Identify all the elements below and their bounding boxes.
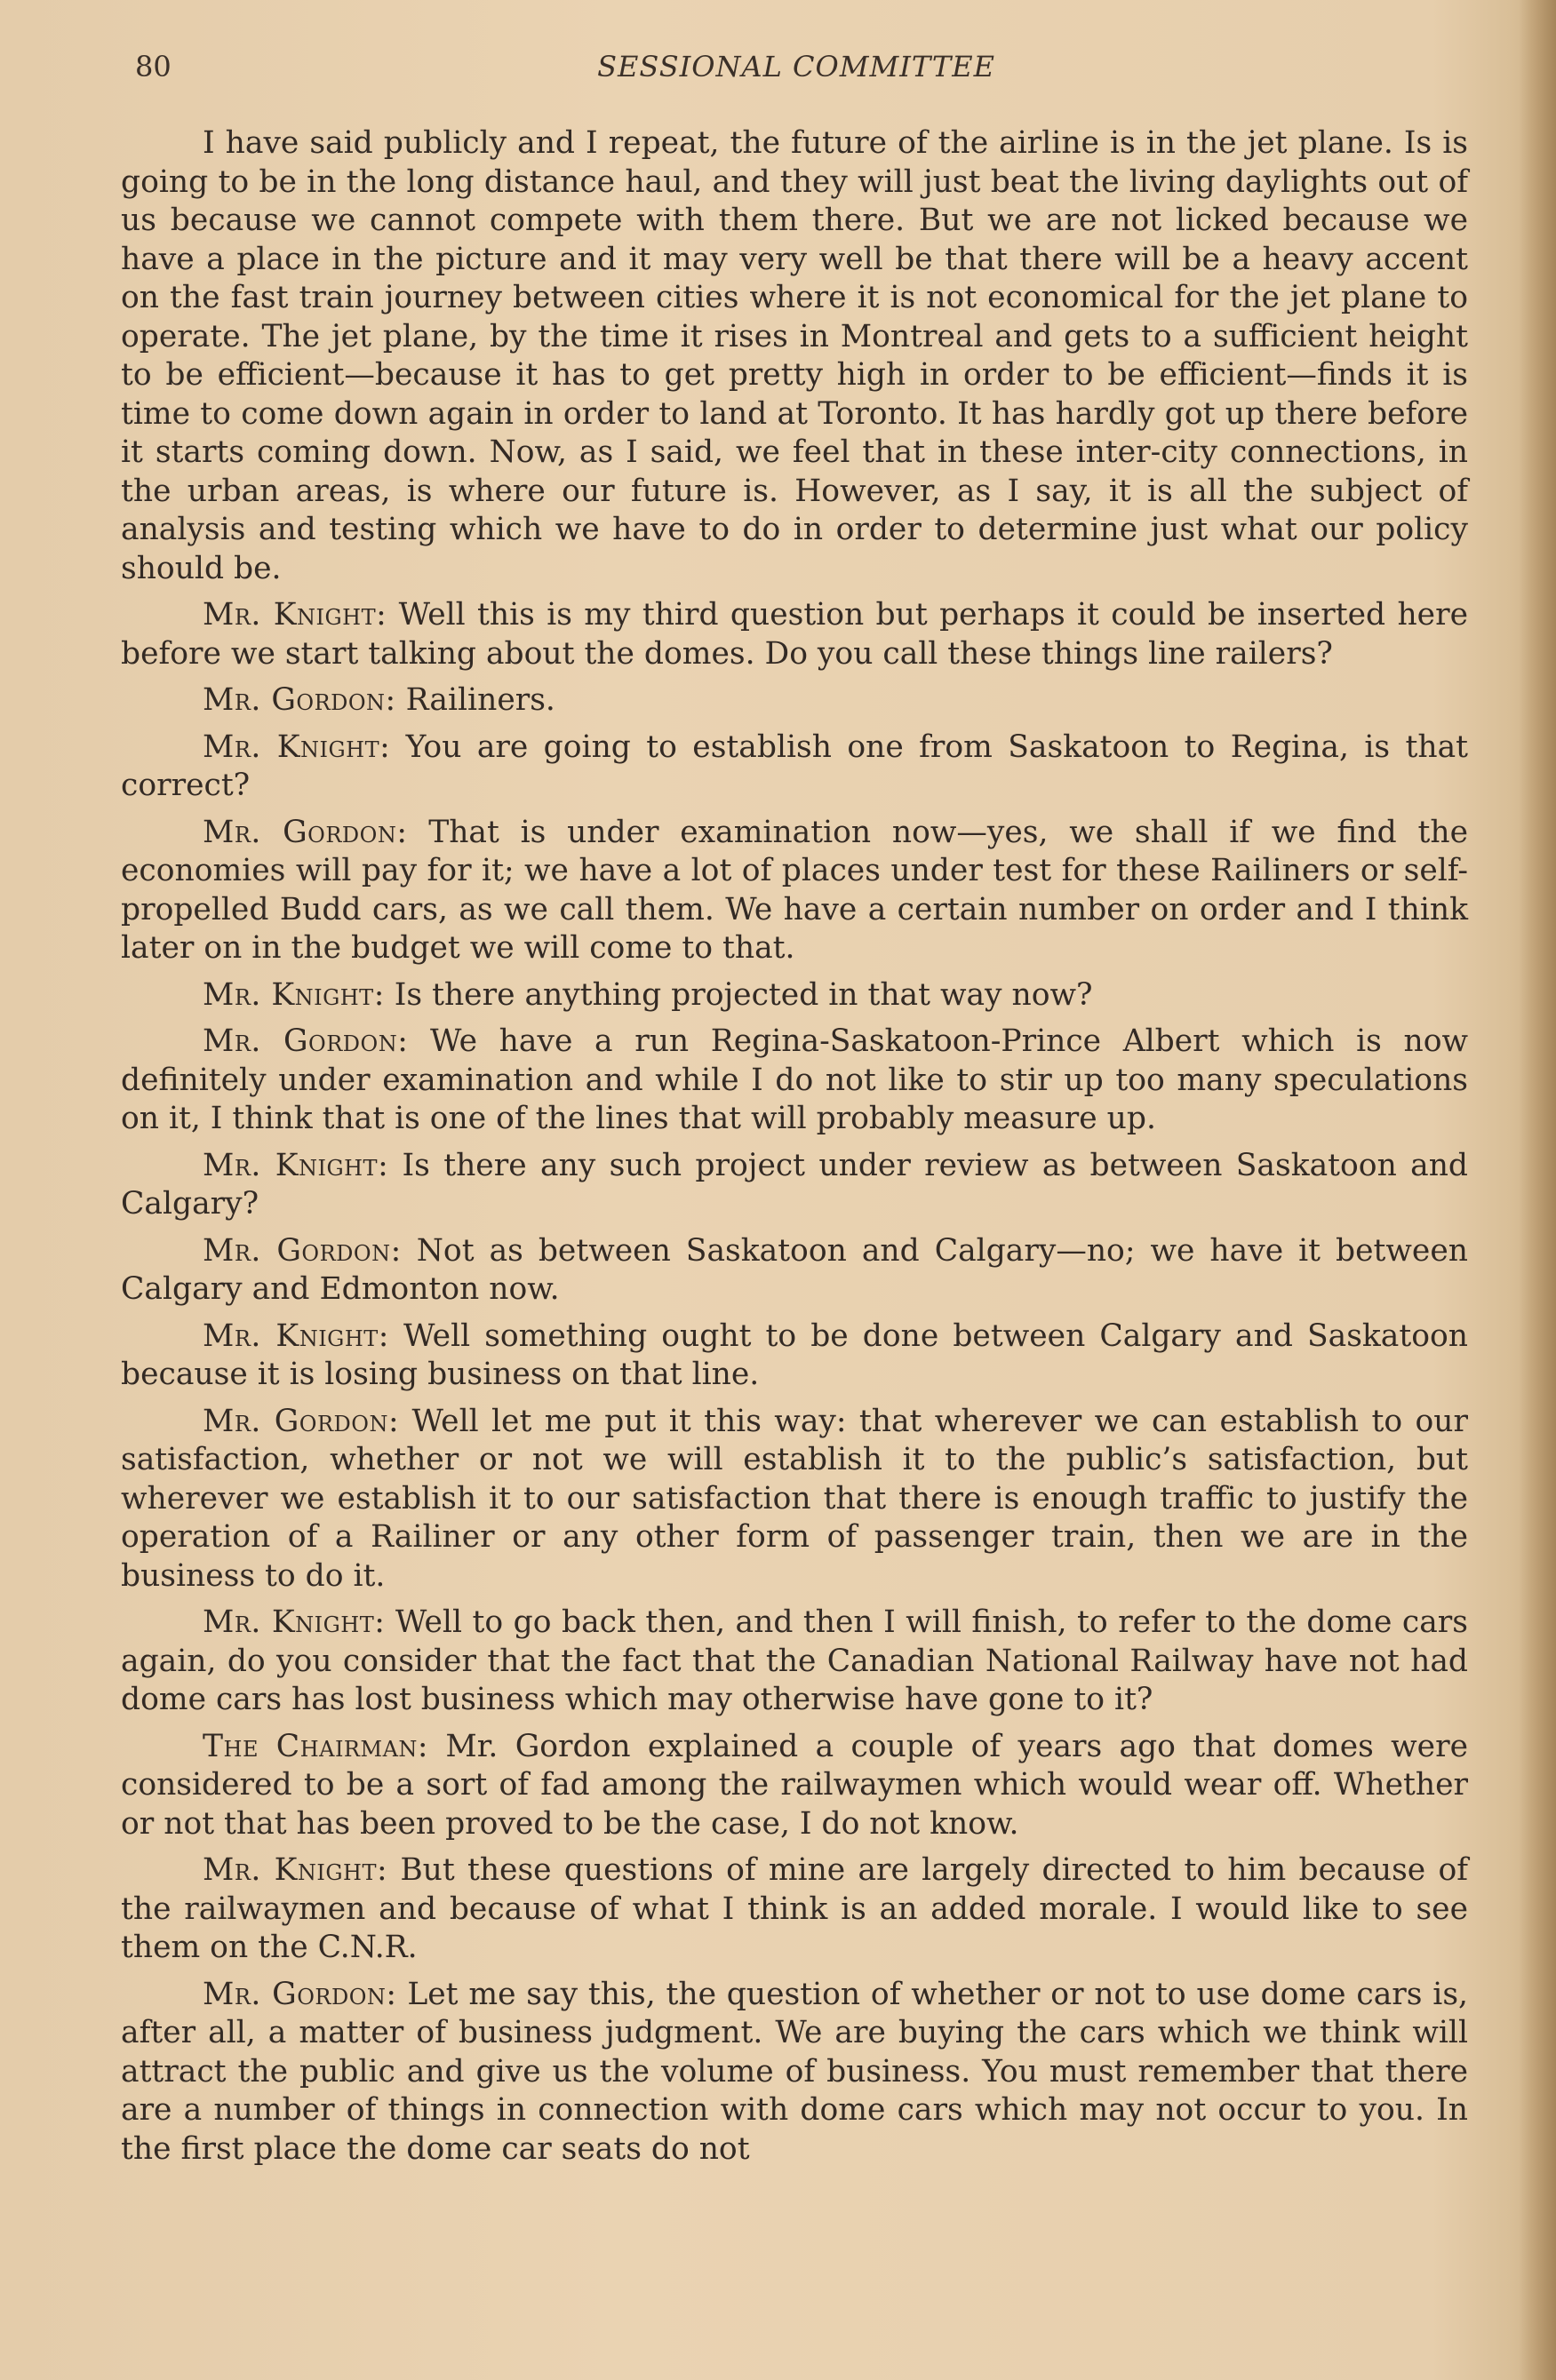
speaker-label: Mr. Knight: — [203, 1852, 388, 1888]
paragraph-text: Let me say this, the question of whether or not to use dome cars is, after all, a matter of business judgment. We are buying the cars which we think will attract the public and give us the volume of business. You must remember that there are a number of things in connection with dome cars which may not occur to you. In the first place the dome car seats do not — [121, 1976, 1469, 2167]
paragraph — [121, 814, 1468, 968]
paragraph-text: Railiners. — [405, 682, 555, 718]
paragraph — [121, 1604, 1468, 1720]
paragraph — [121, 1023, 1468, 1139]
body-text — [121, 124, 1468, 2177]
paragraph-text: Well this is my third question but perhaps it could be inserted here before we start talking about the domes. Do you call these things line railers? — [121, 597, 1468, 672]
speaker-label: Mr. Gordon: — [203, 1023, 409, 1059]
paragraph — [121, 596, 1468, 673]
paragraph-text: Well to go back then, and then I will finish, to refer to the dome cars again, do you consider that the fact that the Canadian National Railway have not had dome cars has lost business which may otherwise have gone to it? — [121, 1604, 1468, 1717]
paragraph — [121, 124, 1468, 588]
running-title: SESSIONAL COMMITTEE — [597, 50, 995, 84]
paragraph — [121, 1851, 1468, 1968]
speaker-label: Mr. Gordon: — [203, 1403, 400, 1439]
paragraph — [121, 1728, 1468, 1844]
speaker-label: Mr. Gordon: — [203, 1976, 397, 2012]
paragraph — [121, 1317, 1468, 1395]
speaker-label: Mr. Gordon: — [203, 814, 408, 850]
paragraph-text: Not as between Saskatoon and Calgary—no; we have it between Calgary and Edmonton now. — [121, 1232, 1468, 1307]
paragraph — [121, 1403, 1468, 1596]
paragraph-text: But these questions of mine are largely directed to him because of the railwaymen and because of what I think is an added morale. I would like to see them on the C.N.R. — [121, 1852, 1468, 1965]
paragraph — [121, 1147, 1468, 1224]
paragraph-text: Well something ought to be done between Calgary and Saskatoon because it is losing business on that line. — [121, 1317, 1468, 1392]
speaker-label: Mr. Knight: — [203, 1147, 389, 1183]
speaker-label: Mr. Gordon: — [203, 682, 396, 718]
paragraph — [121, 681, 1468, 720]
speaker-label: Mr. Knight: — [203, 597, 387, 633]
paragraph — [121, 976, 1468, 1015]
page-header — [121, 46, 1472, 91]
speaker-label: Mr. Knight: — [203, 976, 385, 1013]
paragraph-text: Well let me put it this way: that wherever we can establish to our satisfaction, whether or not we will establish it to the public’s satisfaction, but wherever we establish it to our satisfaction that there is enough traffic to justify the operation of a Railiner or any other form of passenger train, then we are in the business to do it. — [121, 1403, 1468, 1594]
speaker-label: Mr. Knight: — [203, 728, 391, 765]
paragraph — [121, 1232, 1468, 1309]
speaker-label: Mr. Gordon: — [203, 1232, 402, 1269]
speaker-label: The Chairman: — [203, 1728, 429, 1764]
speaker-label: Mr. Knight: — [203, 1604, 386, 1640]
page-number: 80 — [135, 50, 172, 84]
speaker-label: Mr. Knight: — [203, 1317, 389, 1354]
page-edge-shadow — [1519, 0, 1556, 2380]
paragraph-text: We have a run Regina-Saskatoon-Prince Albert which is now definitely under examination and while I do not like to stir up too many speculations on it, I think that is one of the lines that will probably measure up. — [121, 1023, 1468, 1136]
paragraph — [121, 1976, 1468, 2169]
paragraph-text: I have said publicly and I repeat, the future of the airline is in the jet plane. Is is going to be in the long distance haul, and they will just beat the living daylights out of us because we cannot compete with them there. But we are not licked because we have a place in the picture and it may very well be that there will be a heavy accent on the fast train journey between cities where it is not economical for the jet plane to operate. The jet plane, by the time it rises in Montreal and gets to a sufficient height to be efficient—because it has to get pretty high in order to be efficient—finds it is time to come down again in order to land at Toronto. It has hardly got up there before it starts coming down. Now, as I said, we feel that in these inter-city connections, in the urban areas, is where our future is. However, as I say, it is all the subject of analysis and testing which we have to do in order to determine just what our policy should be. — [121, 125, 1468, 586]
paragraph — [121, 728, 1468, 806]
paragraph-text: Mr. Gordon explained a couple of years ago that domes were considered to be a sort of fad among the railwaymen which would wear off. Whether or not that has been proved to be the case, I do not know. — [121, 1728, 1468, 1842]
paragraph-text: That is under examination now—yes, we shall if we find the economies will pay for it; we have a lot of places under test for these Railiners or self-propelled Budd cars, as we call them. We have a certain number on order and I think later on in the budget we will come to that. — [121, 814, 1468, 966]
paragraph-text: Is there anything projected in that way now? — [394, 976, 1093, 1013]
paragraph-text: Is there any such project under review as between Saskatoon and Calgary? — [121, 1147, 1469, 1222]
paragraph-text: You are going to establish one from Saskatoon to Regina, is that correct? — [121, 728, 1469, 803]
